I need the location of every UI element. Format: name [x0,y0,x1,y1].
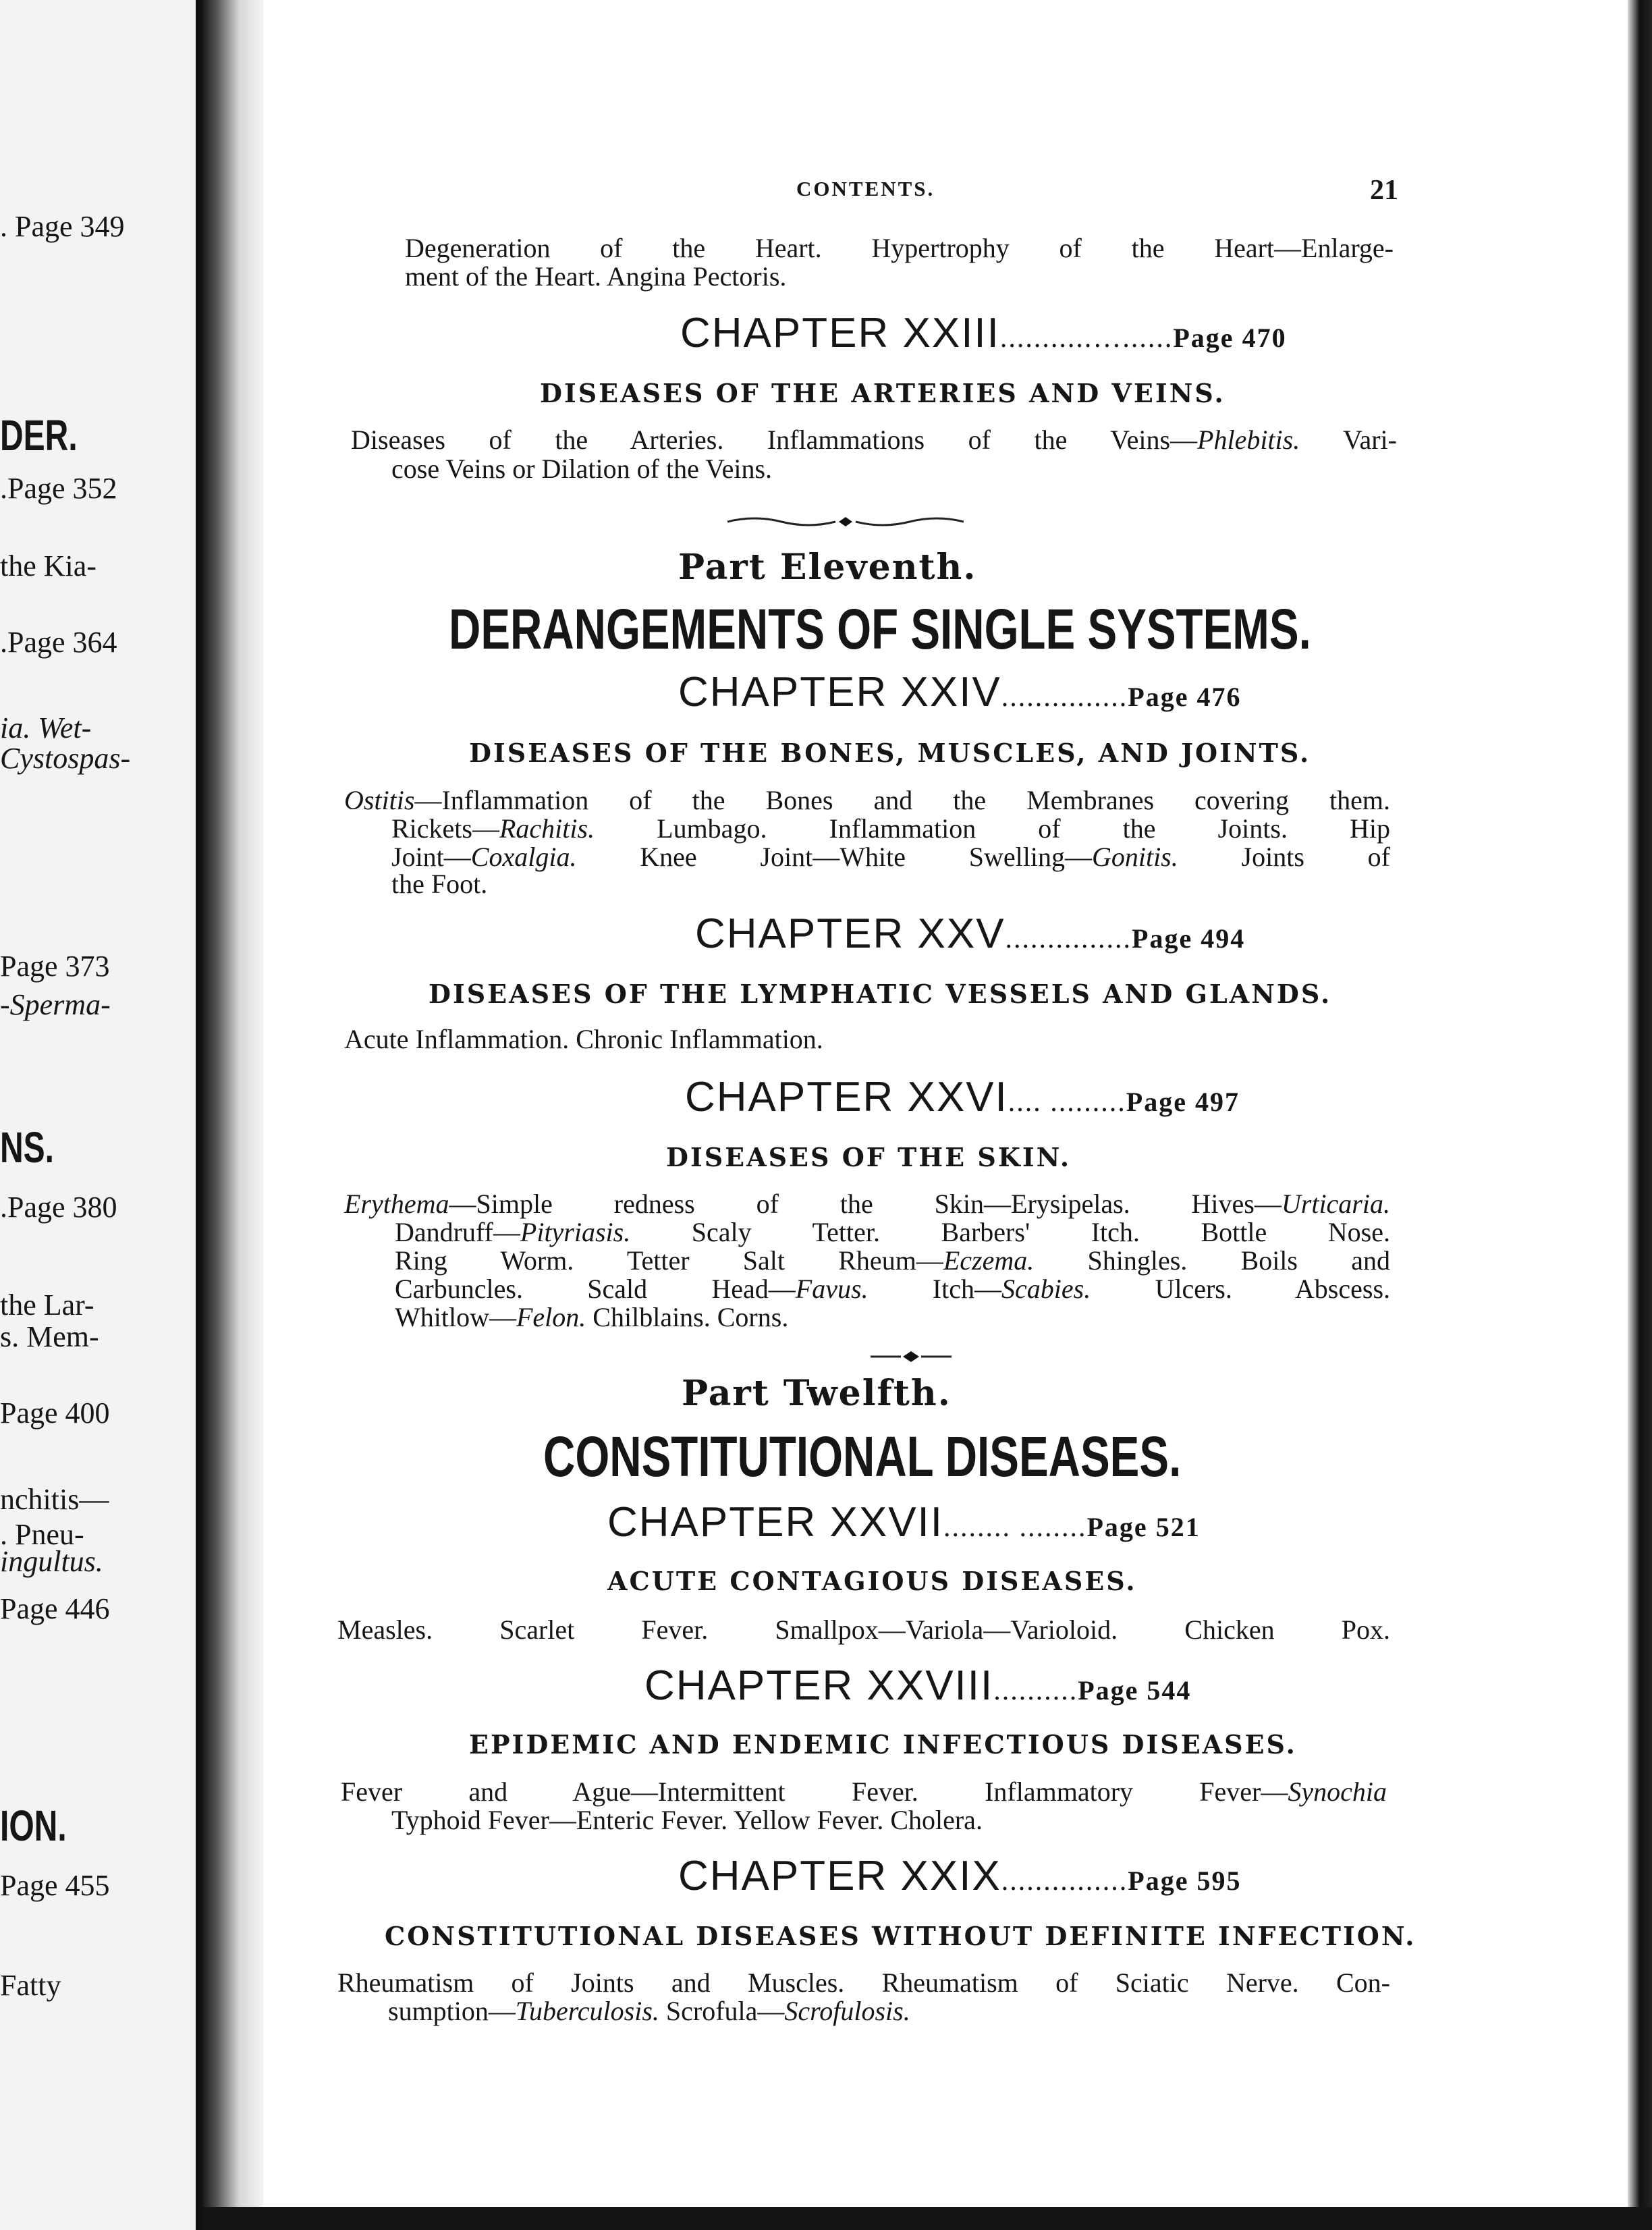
chapter-title: CHAPTER XXIII [680,310,1000,356]
chapter-page: Page 470 [1173,323,1287,353]
chapter-subtitle: DISEASES OF THE SKIN. [666,1142,1072,1172]
left-line: nchitis— [0,1484,109,1516]
left-line: .Page 364 [0,626,117,659]
chapter-subtitle: ACUTE CONTAGIOUS DISEASES. [607,1566,1137,1596]
chapter-subtitle: DISEASES OF THE BONES, MUSCLES, AND JOINTS. [469,738,1311,768]
chapter-heading: CHAPTER XXVII........ ........Page 521 [607,1499,1201,1546]
left-line: Page 455 [0,1870,110,1902]
left-line: Fatty [0,1969,61,2002]
left-line: Page 400 [0,1397,110,1430]
left-line: NS. [0,1124,55,1172]
chapter-heading: CHAPTER XXVI.... .........Page 497 [685,1074,1240,1120]
entry-line: Erythema—Simple redness of the Skin—Erysipelas. Hives—Urticaria. [344,1189,1390,1219]
left-line: the Lar- [0,1289,94,1322]
entry-line: Dandruff—Pityriasis. Scaly Tetter. Barbers' Itch. Bottle Nose. [395,1217,1390,1247]
left-line: -Sperma- [0,989,111,1021]
chapter-heading: CHAPTER XXIV...............Page 476 [678,669,1242,715]
left-line: DER. [0,412,78,460]
left-line: Page 373 [0,950,110,983]
entry-line: Acute Inflammation. Chronic Inflammation. [344,1024,823,1054]
left-line: . Page 349 [0,211,125,243]
intro-line-2: ment of the Heart. Angina Pectoris. [405,261,787,292]
entry-line: Carbuncles. Scald Head—Favus. Itch—Scabies. Ulcers. Abscess. [395,1274,1391,1304]
left-line: Page 446 [0,1593,110,1625]
left-line: ION. [0,1802,67,1850]
intro-line-1: Degeneration of the Heart. Hypertrophy of the Heart—Enlarge- [405,233,1394,263]
bottom-edge-shadow [202,2207,1652,2230]
chapter-subtitle: DISEASES OF THE ARTERIES AND VEINS. [540,378,1226,408]
chapter-heading [680,309,1287,357]
entry-line: Joint—Coxalgia. Knee Joint—White Swelling—Gonitis. Joints of [391,842,1390,872]
entry-line: Ostitis—Inflammation of the Bones and the Membranes covering them. [344,785,1390,815]
left-line: ia. Wet- [0,712,92,744]
entry-line: sumption—Tuberculosis. Scrofula—Scrofulosis. [388,1996,910,2026]
part-heading: Part Twelfth. [682,1373,952,1414]
entry-line: Rheumatism of Joints and Muscles. Rheumatism of Sciatic Nerve. Con- [337,1967,1390,1998]
chapter-heading: CHAPTER XXVIII..........Page 544 [644,1662,1192,1709]
leader-dots: ...........…...... [999,323,1174,354]
chapter-heading: CHAPTER XXIX...............Page 595 [678,1853,1242,1899]
small-divider [871,1349,952,1365]
left-line: .Page 352 [0,472,117,505]
entry-line: Diseases of the Arteries. Inflammations of the Veins—Phlebitis. Vari- [351,425,1397,455]
part-heading: Part Eleventh. [678,547,977,588]
entry-line: cose Veins or Dilation of the Veins. [391,454,773,484]
part-title: CONSTITUTIONAL DISEASES. [543,1425,1182,1488]
book-spine [202,0,263,2230]
chapter-subtitle: DISEASES OF THE LYMPHATIC VESSELS AND GLANDS. [429,979,1332,1009]
chapter-subtitle: EPIDEMIC AND ENDEMIC INFECTIOUS DISEASES. [469,1729,1297,1760]
entry-line: Typhoid Fever—Enteric Fever. Yellow Fever. Cholera. [391,1805,983,1835]
chapter-heading: CHAPTER XXV...............Page 494 [695,910,1246,957]
entry-line: Whitlow—Felon. Chilblains. Corns. [395,1302,789,1332]
left-line: ingultus. [0,1546,103,1578]
left-line: .Page 380 [0,1191,117,1224]
running-header: CONTENTS. [796,177,935,200]
entry-line: Fever and Ague—Intermittent Fever. Inflammatory Fever—Synochia [341,1776,1387,1807]
entry-line: Ring Worm. Tetter Salt Rheum—Eczema. Shingles. Boils and [395,1245,1390,1276]
entry-line: Rickets—Rachitis. Lumbago. Inflammation of the Joints. Hip [391,813,1390,844]
ornamental-divider [727,512,964,532]
left-line: Cystospas- [0,742,131,775]
left-line: s. Mem- [0,1321,99,1353]
page-number: 21 [1370,175,1398,206]
entry-line: Measles. Scarlet Fever. Smallpox—Variola—Varioloid. Chicken Pox. [337,1614,1390,1645]
left-facing-page [0,0,202,2230]
left-line: . Pneu- [0,1519,84,1551]
left-line: the Kia- [0,550,97,582]
part-title: DERANGEMENTS OF SINGLE SYSTEMS. [449,597,1311,661]
chapter-subtitle: CONSTITUTIONAL DISEASES WITHOUT DEFINITE INFECTION. [385,1921,1416,1951]
entry-line: the Foot. [391,869,488,899]
page-edge-shadow [1628,0,1652,2230]
